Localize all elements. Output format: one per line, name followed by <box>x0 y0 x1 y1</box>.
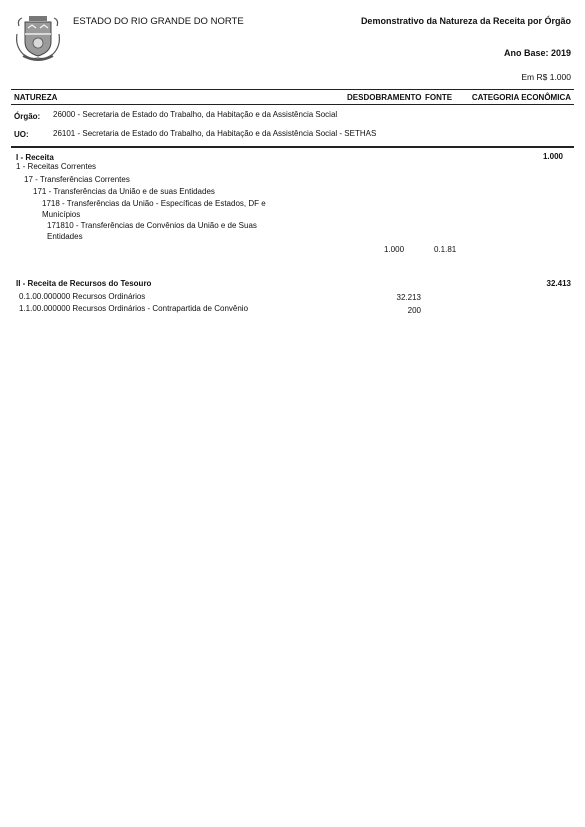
section2-title: II - Receita de Recursos do Tesouro <box>16 279 152 288</box>
tree-level2: 17 - Transferências Correntes <box>24 175 130 184</box>
section1-desdobramento: 1.000 <box>384 245 405 254</box>
tree-level4-line2: Municípios <box>42 210 81 219</box>
section1-total: 1.000 <box>542 152 563 161</box>
column-categoria-economica: CATEGORIA ECONÔMICA <box>471 93 571 102</box>
column-desdobramento: DESDOBRAMENTO <box>347 93 422 102</box>
state-coat-of-arms <box>13 12 63 62</box>
state-name: ESTADO DO RIO GRANDE DO NORTE <box>73 16 244 27</box>
section2-row-label: 1.1.00.000000 Recursos Ordinários - Contrapartida de Convênio <box>19 304 249 313</box>
section-rule <box>11 146 574 148</box>
section2-row-value: 200 <box>407 306 421 315</box>
section1-title: I - Receita <box>16 153 54 162</box>
section2-row-value: 32.213 <box>396 293 421 302</box>
uo-label: UO: <box>14 130 29 139</box>
tree-level5-line1: 171810 - Transferências de Convênios da União e de Suas <box>47 221 257 230</box>
tree-level4-line1: 1718 - Transferências da União - Específicas de Estados, DF e <box>42 199 266 208</box>
section2-total: 32.413 <box>546 279 571 288</box>
tree-level5-line2: Entidades <box>47 232 83 241</box>
column-header-bottom-rule <box>11 104 574 105</box>
column-natureza: NATUREZA <box>14 93 58 102</box>
tree-level1: 1 - Receitas Correntes <box>16 162 97 171</box>
year-label: Ano Base: 2019 <box>503 48 571 58</box>
tree-level3: 171 - Transferências da União e de suas Entidades <box>33 187 215 196</box>
report-title: Demonstrativo da Natureza da Receita por Órgão <box>360 16 571 26</box>
section1-fonte: 0.1.81 <box>434 245 457 254</box>
column-header-top-rule <box>11 89 574 90</box>
section2-row-label: 0.1.00.000000 Recursos Ordinários <box>19 292 146 301</box>
orgao-label: Órgão: <box>14 112 41 121</box>
orgao-value: 26000 - Secretaria de Estado do Trabalho, da Habitação e da Assistência Social <box>53 110 338 119</box>
uo-value: 26101 - Secretaria de Estado do Trabalho, da Habitação e da Assistência Social - SETHAS <box>53 129 377 138</box>
column-fonte: FONTE <box>425 93 453 102</box>
units-label: Em R$ 1.000 <box>521 72 571 82</box>
